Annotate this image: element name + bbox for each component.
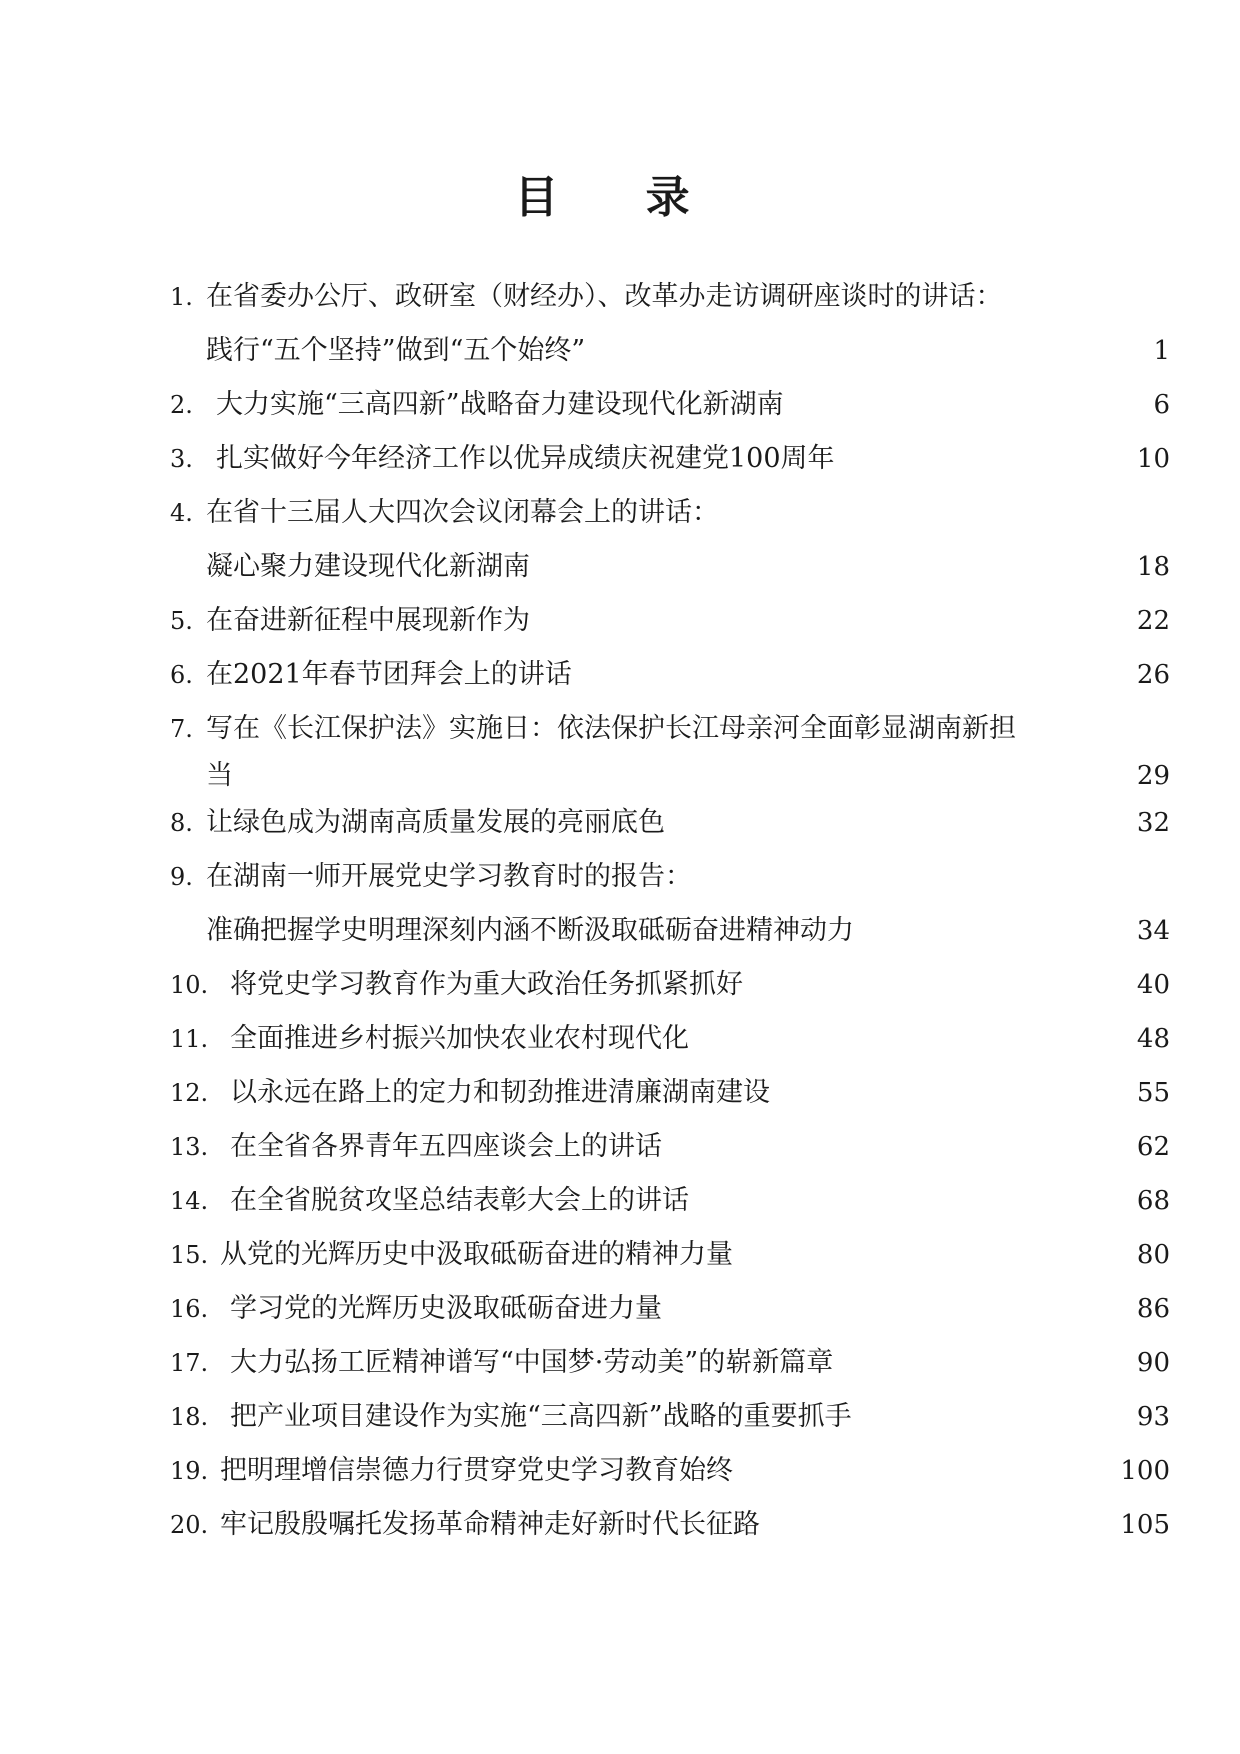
toc-entry-page-number: 100: [1120, 1456, 1170, 1486]
toc-entry-page-number: 90: [1136, 1348, 1170, 1378]
toc-entry-page-number: 62: [1136, 1132, 1170, 1162]
toc-entry: [170, 1012, 1170, 1066]
toc-entry-title[interactable]: 在全省各界青年五四座谈会上的讲话: [230, 1131, 662, 1162]
toc-entry-page-number: 1: [1153, 336, 1170, 366]
toc-entry-line: [170, 958, 1170, 1012]
toc-entry-page-number: 22: [1136, 606, 1170, 636]
toc-entry-number: 15.: [170, 1241, 209, 1269]
toc-entry-title[interactable]: 准确把握学史明理深刻内涵不断汲取砥砺奋进精神动力: [206, 915, 854, 946]
toc-entry-line: [170, 904, 1170, 958]
toc-entry-page-number: 6: [1153, 390, 1170, 420]
toc-entry-number: 10.: [170, 971, 209, 999]
toc-entry-title[interactable]: 学习党的光辉历史汲取砥砺奋进力量: [230, 1293, 662, 1324]
toc-entry: [170, 1174, 1170, 1228]
toc-entry-number: 1.: [170, 283, 193, 311]
toc-entry: [170, 1120, 1170, 1174]
toc-entry-number: 13.: [170, 1133, 209, 1161]
toc-entry-line: [170, 850, 1170, 904]
toc-entry-line: [170, 1066, 1170, 1120]
toc-entry-page-number: 10: [1136, 444, 1170, 474]
toc-entry: [170, 1390, 1170, 1444]
toc-entry-line: [170, 1228, 1170, 1282]
toc-entry-page-number: 105: [1120, 1510, 1170, 1540]
toc-entry-page-number: 86: [1136, 1294, 1170, 1324]
toc-entry: [170, 1066, 1170, 1120]
toc-entry-title[interactable]: 将党史学习教育作为重大政治任务抓紧抓好: [230, 969, 743, 1000]
toc-entry-title[interactable]: 在2021年春节团拜会上的讲话: [206, 659, 572, 690]
toc-entry-page-number: 29: [1136, 761, 1170, 791]
toc-entry-number: 4.: [170, 499, 193, 527]
toc-entry-number: 19.: [170, 1457, 209, 1485]
toc-entry-page-number: 48: [1136, 1024, 1170, 1054]
toc-entry-number: 5.: [170, 607, 193, 635]
toc-entry-page-number: 26: [1136, 660, 1170, 690]
toc-entry-title[interactable]: 在湖南一师开展党史学习教育时的报告：: [206, 861, 692, 892]
toc-entry-line: [170, 648, 1170, 702]
toc-entry-number: 9.: [170, 863, 193, 891]
toc-entry: [170, 270, 1170, 378]
toc-entry-title[interactable]: 牢记殷殷嘱托发扬革命精神走好新时代长征路: [220, 1509, 760, 1540]
toc-entry-title[interactable]: 从党的光辉历史中汲取砥砺奋进的精神力量: [220, 1239, 733, 1270]
toc-entry-line: [170, 709, 1170, 749]
toc-entry-page-number: 32: [1136, 808, 1170, 838]
toc-entry-page-number: 68: [1136, 1186, 1170, 1216]
toc-entry-number: 12.: [170, 1079, 209, 1107]
toc-entry-title[interactable]: 践行“五个坚持”做到“五个始终”: [206, 335, 586, 366]
toc-entry-title[interactable]: 全面推进乡村振兴加快农业农村现代化: [230, 1023, 689, 1054]
toc-entry: [170, 796, 1170, 850]
toc-entry-title[interactable]: 写在《长江保护法》实施日：依法保护长江母亲河全面彰显湖南新担: [206, 713, 1016, 744]
toc-entry-title[interactable]: 把产业项目建设作为实施“三高四新”战略的重要抓手: [230, 1401, 852, 1432]
toc-entry-number: 8.: [170, 809, 193, 837]
toc-entry-number: 14.: [170, 1187, 209, 1215]
toc-entry-page-number: 18: [1136, 552, 1170, 582]
toc-entry-line: [170, 594, 1170, 648]
toc-entry-page-number: 93: [1136, 1402, 1170, 1432]
toc-entry-title[interactable]: 在全省脱贫攻坚总结表彰大会上的讲话: [230, 1185, 689, 1216]
toc-entry-number: 2.: [170, 391, 193, 419]
toc-entry-title[interactable]: 把明理增信崇德力行贯穿党史学习教育始终: [220, 1455, 733, 1486]
toc-entry-line: [170, 1498, 1170, 1552]
toc-entry-title[interactable]: 在奋进新征程中展现新作为: [206, 605, 530, 636]
toc-entry-title[interactable]: 当: [206, 760, 233, 791]
toc-entry-title[interactable]: 凝心聚力建设现代化新湖南: [206, 551, 530, 582]
toc-entry-line: [170, 324, 1170, 378]
toc-entry: [170, 958, 1170, 1012]
toc-entry: [170, 1444, 1170, 1498]
toc-entry-title[interactable]: 大力实施“三高四新”战略奋力建设现代化新湖南: [216, 389, 784, 420]
toc-entry-line: [170, 1120, 1170, 1174]
toc-entry-number: 3.: [170, 445, 193, 473]
toc-entry-title[interactable]: 在省委办公厅、政研室（财经办）、改革办走访调研座谈时的讲话：: [206, 281, 1003, 312]
toc-entry-title[interactable]: 以永远在路上的定力和韧劲推进清廉湖南建设: [230, 1077, 770, 1108]
toc-entry-number: 17.: [170, 1349, 209, 1377]
toc-entry-title[interactable]: 扎实做好今年经济工作以优异成绩庆祝建党100周年: [216, 443, 835, 474]
toc-entry-number: 7.: [170, 715, 193, 743]
toc-entry: [170, 1336, 1170, 1390]
toc-entry-line: [170, 1012, 1170, 1066]
toc-entry: [170, 709, 1170, 796]
toc-entry-line: [170, 796, 1170, 850]
toc-entry: [170, 1282, 1170, 1336]
toc-entry-title[interactable]: 在省十三届人大四次会议闭幕会上的讲话：: [206, 497, 719, 528]
toc-entry-page-number: 55: [1136, 1078, 1170, 1108]
toc-entry: [170, 850, 1170, 958]
toc-entry-number: 16.: [170, 1295, 209, 1323]
toc-entry: [170, 594, 1170, 648]
toc-entry-number: 20.: [170, 1511, 209, 1539]
toc-entry: [170, 1228, 1170, 1282]
toc-entry-line: [170, 1282, 1170, 1336]
toc-entry-line: [170, 1390, 1170, 1444]
toc-entry-number: 18.: [170, 1403, 209, 1431]
page-title: 目 录: [514, 172, 726, 223]
table-of-contents: [170, 270, 1170, 1552]
toc-entry-line: [170, 1336, 1170, 1390]
toc-entry-line: [170, 1444, 1170, 1498]
toc-entry: [170, 1498, 1170, 1552]
toc-entry-page-number: 34: [1136, 916, 1170, 946]
toc-entry-line: [170, 486, 1170, 540]
toc-entry: [170, 432, 1170, 486]
toc-entry: [170, 648, 1170, 702]
toc-entry-line: [170, 378, 1170, 432]
toc-entry-line: [170, 1174, 1170, 1228]
toc-entry: [170, 486, 1170, 594]
toc-entry-title[interactable]: 大力弘扬工匠精神谱写“中国梦·劳动美”的崭新篇章: [230, 1347, 834, 1378]
toc-entry-line: [170, 540, 1170, 594]
toc-entry: [170, 378, 1170, 432]
toc-entry-title[interactable]: 让绿色成为湖南高质量发展的亮丽底色: [206, 807, 665, 838]
toc-entry-line: [170, 270, 1170, 324]
toc-entry-line: [170, 432, 1170, 486]
toc-entry-page-number: 40: [1136, 970, 1170, 1000]
toc-entry-number: 11.: [170, 1025, 209, 1053]
toc-entry-page-number: 80: [1136, 1240, 1170, 1270]
toc-entry-line: [170, 756, 1170, 796]
toc-entry-number: 6.: [170, 661, 193, 689]
